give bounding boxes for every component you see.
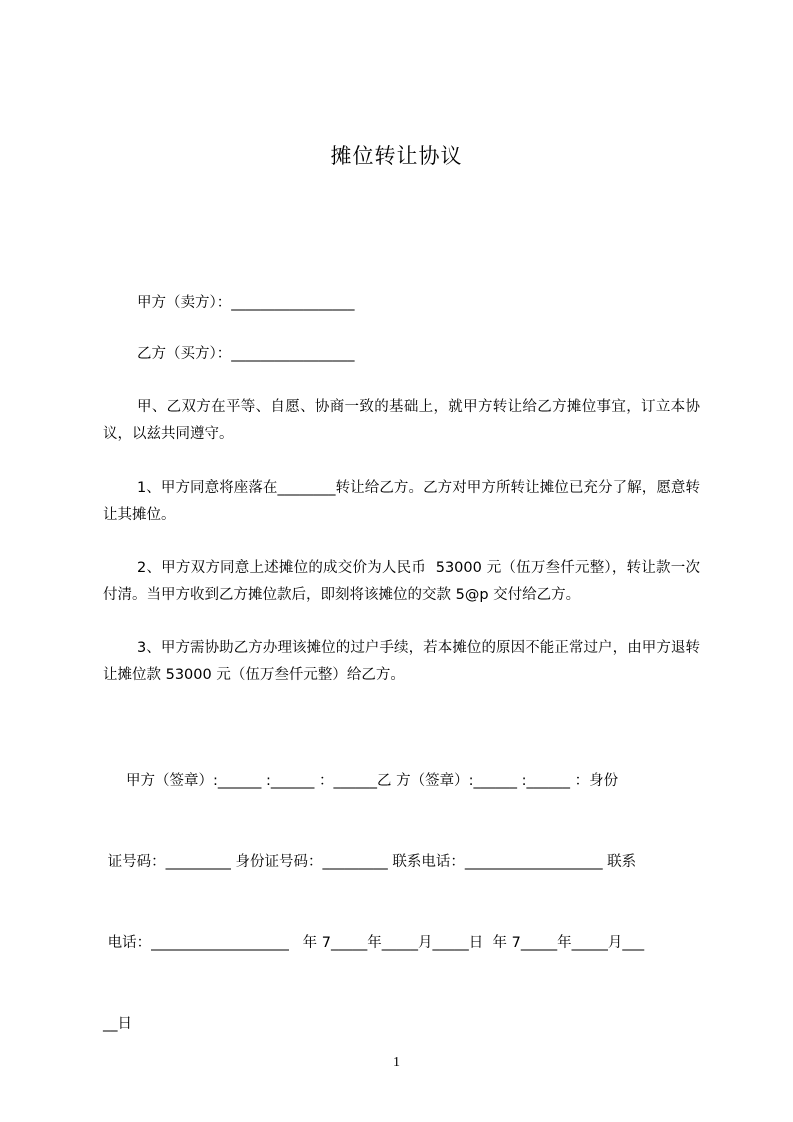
clause-2-paragraph: 2、甲方双方同意上述摊位的成交价为人民币 53000 元（伍万叁仟元整），转让款一次付清。当甲方收到乙方摊位款后，即刻将该摊位的交款 5@p 交付给乙方。 xyxy=(103,560,700,603)
clause-3-paragraph: 3、甲方需协助乙方办理该摊位的过户手续，若本摊位的原因不能正常过户，由甲方退转让摊位款 53000 元（伍万叁仟元整）给乙方。 xyxy=(103,640,700,683)
party-a-line: 甲方（卖方）：_________________ xyxy=(137,295,355,311)
page-number: 1 xyxy=(393,1055,400,1070)
signature-block xyxy=(103,714,700,1092)
signature-line: 证号码：_________ 身份证号码：_________ 联系电话：___________________ 联系 xyxy=(103,854,637,870)
party-b-line: 乙方（买方）：_________________ xyxy=(137,346,355,362)
signature-line: 甲方（签章）:______ :______ ：______乙 方（签章）:______ :______ ：身份 xyxy=(103,773,619,789)
intro-paragraph: 甲、乙双方在平等、自愿、协商一致的基础上，就甲方转让给乙方摊位事宜，订立本协议，以兹共同遵守。 xyxy=(103,399,700,442)
document-title: 摊位转让协议 xyxy=(330,144,463,168)
clause-1-paragraph: 1、甲方同意将座落在________转让给乙方。乙方对甲方所转让摊位已充分了解，愿意转让其摊位。 xyxy=(103,480,700,523)
signature-line: 电话：___________________ 年 7_____年_____月_____日 年 7_____年_____月___ xyxy=(103,935,645,951)
signature-line: __日 xyxy=(103,1016,132,1032)
